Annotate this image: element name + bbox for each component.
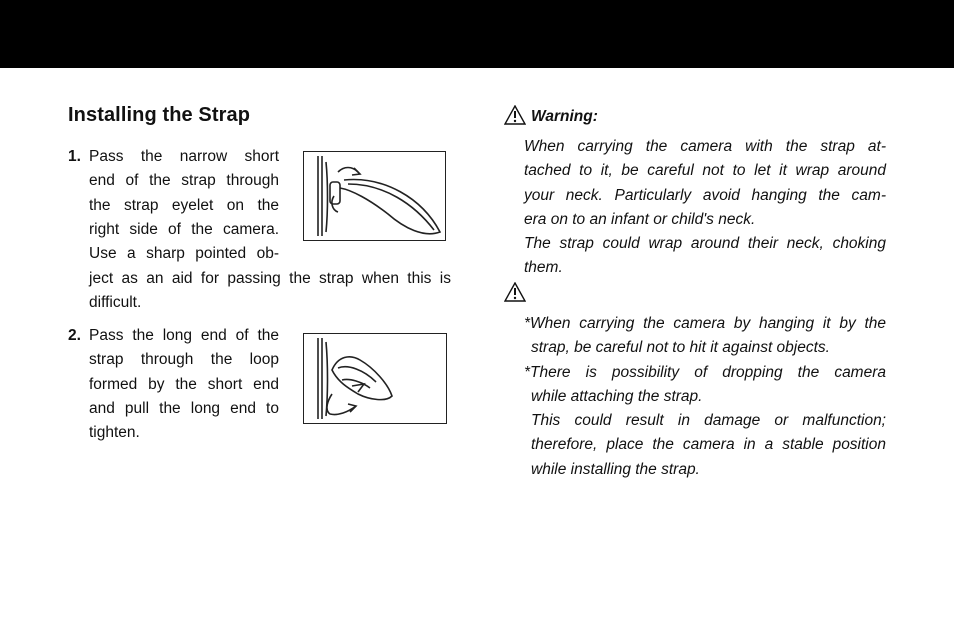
caution-line: therefore, place the camera in a stable position (531, 436, 886, 454)
caution-line: while attaching the strap. (531, 388, 703, 406)
caution-line: *There is possibility of dropping the camera (524, 364, 886, 381)
caution-line: while installing the strap. (531, 460, 700, 478)
strap-eyelet-illustration (303, 151, 446, 241)
step-line: tighten. (89, 424, 140, 442)
caution-line: strap, be careful not to hit it against objects. (531, 339, 830, 357)
warning-line: your neck. Particularly avoid hanging the cam- (524, 186, 886, 204)
caution-item (524, 409, 886, 482)
step-line: difficult. (89, 293, 142, 311)
caution-line: *When carrying the camera by hanging it by the (524, 315, 886, 332)
warning-line: tached to it, be careful not to let it wrap around (524, 162, 886, 180)
warning-line: When carrying the camera with the strap at- (524, 138, 886, 155)
step-line: right side of the camera. (89, 220, 279, 238)
step-line: strap through the loop (89, 351, 279, 369)
warning-triangle-icon (504, 105, 526, 133)
caution-item (524, 361, 886, 410)
strap-loop-illustration (303, 333, 447, 424)
step-line: formed by the short end (89, 375, 279, 393)
caution-item (524, 312, 886, 361)
warning-line: them. (524, 259, 563, 277)
section-title: Installing the Strap (68, 104, 251, 126)
strap-eyelet-drawing (304, 152, 445, 240)
step-line: Use a sharp pointed ob- (89, 245, 279, 263)
warning-line: era on to an infant or child's neck. (524, 210, 756, 228)
header-bar (0, 0, 954, 68)
step-line: and pull the long end to (89, 399, 279, 417)
warning-paragraph (524, 135, 886, 281)
step-number: 2. (68, 327, 81, 344)
warning-line: The strap could wrap around their neck, choking (524, 235, 886, 253)
step-line: ject as an aid for passing the strap when this is (89, 269, 451, 287)
step-line: Pass the long end of the (89, 327, 279, 344)
step-line: end of the strap through (89, 172, 279, 190)
strap-loop-drawing (304, 334, 446, 423)
caution-line: This could result in damage or malfunction; (531, 412, 886, 429)
step-number: 1. (68, 148, 81, 165)
caution-triangle-icon (504, 282, 526, 310)
step-line: the strap eyelet on the (89, 196, 279, 214)
warning-label: Warning: (531, 108, 598, 125)
step-line: Pass the narrow short (89, 148, 279, 165)
